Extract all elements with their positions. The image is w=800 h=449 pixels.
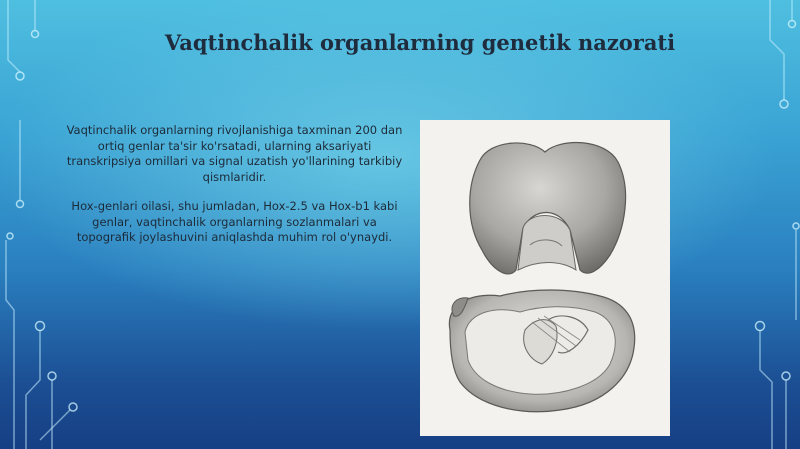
- anatomical-figure: [420, 120, 670, 436]
- paragraph-hox-genes: Hox-genlari oilasi, shu jumladan, Hox-2.5 va Hox-b1 kabi genlar, vaqtinchalik organlarning sozlanmalari va topografik joylashuvini aniqlashda muhim rol o'ynaydi.: [71, 199, 398, 244]
- paragraph-genes-count: Vaqtinchalik organlarning rivojlanishiga taxminan 200 dan ortiq genlar ta'sir ko'rsatadi, ularning aksariyati transkripsiya omillari va signal uzatish yo'llarining tarkibiy qismlaridir.: [66, 123, 403, 184]
- knee-joint-illustration: [420, 120, 670, 436]
- slide-title: Vaqtinchalik organlarning genetik nazorati: [164, 30, 676, 55]
- slide-body: [62, 123, 407, 260]
- circuit-decoration-right: [710, 0, 800, 449]
